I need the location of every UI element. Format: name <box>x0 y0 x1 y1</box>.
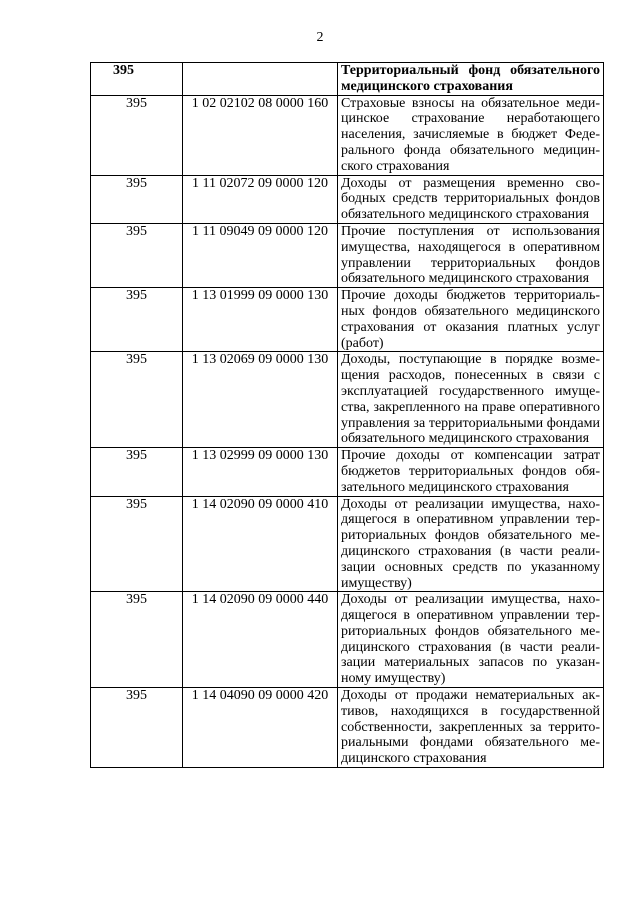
budget-code-cell: 1 14 02090 09 0000 410 <box>183 496 338 592</box>
budget-classification-table <box>90 62 604 768</box>
income-name-cell: Прочие поступления от использования имущества, находящегося в оперативном управлении территориальных фондов обязательного медицинского страхования <box>338 223 604 287</box>
table-row <box>91 175 604 223</box>
table-row <box>91 496 604 592</box>
admin-code-cell: 395 <box>91 175 183 223</box>
budget-code-cell: 1 13 02999 09 0000 130 <box>183 448 338 496</box>
admin-code-cell: 395 <box>91 448 183 496</box>
table-row <box>91 592 604 688</box>
income-name-cell: Прочие доходы от компенсации затрат бюджетов территориальных фондов обязательного медицинского страхования <box>338 448 604 496</box>
table-row <box>91 95 604 175</box>
admin-code-cell: 395 <box>91 496 183 592</box>
income-name-cell: Доходы от размещения временно свободных средств территориальных фондов обязательного медицинского страхования <box>338 175 604 223</box>
page-number: 2 <box>316 30 324 45</box>
table-row <box>91 352 604 448</box>
admin-code-cell: 395 <box>91 688 183 768</box>
admin-code-cell: 395 <box>91 352 183 448</box>
header-name: Территориальный фонд обязательного медицинского страхования <box>338 63 604 96</box>
table-header-row <box>91 63 604 96</box>
table-body <box>91 63 604 768</box>
header-admin-code: 395 <box>91 63 183 96</box>
budget-code-cell: 1 02 02102 08 0000 160 <box>183 95 338 175</box>
income-name-cell: Страховые взносы на обязательное медицинское страхование неработающего населения, зачисляемые в бюджет Федерального фонда обязательного медицинского страхования <box>338 95 604 175</box>
income-name-cell: Прочие доходы бюджетов территориальных фондов обязательного медицинского страхования от оказания платных услуг (работ) <box>338 288 604 352</box>
header-code <box>183 63 338 96</box>
table-row <box>91 688 604 768</box>
budget-code-cell: 1 13 01999 09 0000 130 <box>183 288 338 352</box>
admin-code-cell: 395 <box>91 95 183 175</box>
income-name-cell: Доходы, поступающие в порядке возмещения расходов, понесенных в связи с эксплуатацией государственного имущества, закрепленного на праве оперативного управления за территориальными фондами обязательного медицинского страхования <box>338 352 604 448</box>
budget-code-cell: 1 14 04090 09 0000 420 <box>183 688 338 768</box>
budget-code-cell: 1 13 02069 09 0000 130 <box>183 352 338 448</box>
budget-code-cell: 1 14 02090 09 0000 440 <box>183 592 338 688</box>
admin-code-cell: 395 <box>91 592 183 688</box>
income-name-cell: Доходы от реализации имущества, находящегося в оперативном управлении территориальных фондов обязательного медицинского страхования (в части реализации материальных запасов по указанному имуществу) <box>338 592 604 688</box>
income-name-cell: Доходы от продажи нематериальных активов, находящихся в государственной собственности, закрепленных за территориальными фондами обязательного медицинского страхования <box>338 688 604 768</box>
table-row <box>91 223 604 287</box>
admin-code-cell: 395 <box>91 223 183 287</box>
budget-code-cell: 1 11 09049 09 0000 120 <box>183 223 338 287</box>
admin-code-cell: 395 <box>91 288 183 352</box>
table-row <box>91 288 604 352</box>
budget-code-cell: 1 11 02072 09 0000 120 <box>183 175 338 223</box>
income-name-cell: Доходы от реализации имущества, находящегося в оперативном управлении территориальных фондов обязательного медицинского страхования (в части реализации основных средств по указанному имуществу) <box>338 496 604 592</box>
table-row <box>91 448 604 496</box>
